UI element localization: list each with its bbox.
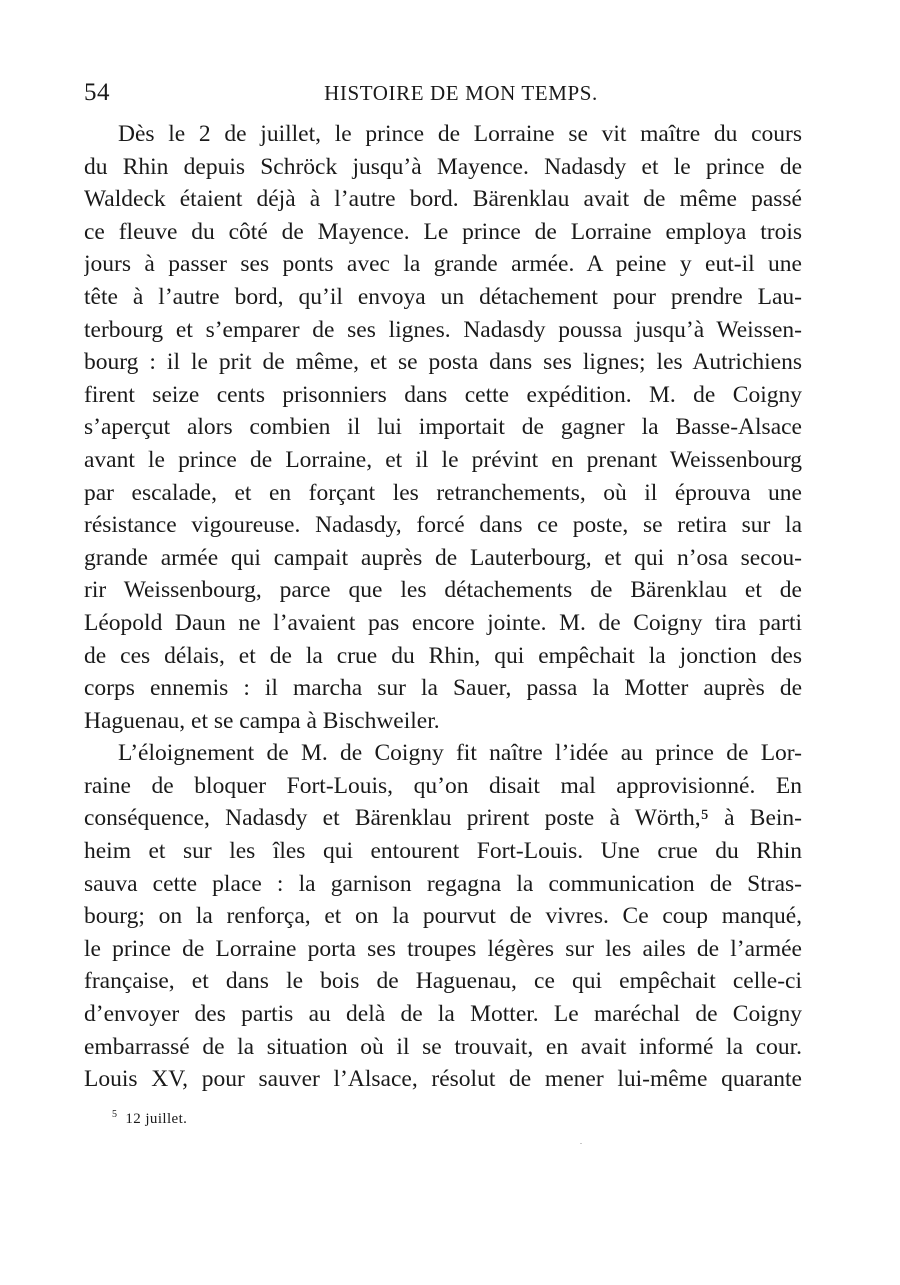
page-number: 54 [84,79,110,106]
text-line: firent seize cents prisonniers dans cette expédition. M. de Coigny [84,381,802,408]
text-line: française, et dans le bois de Haguenau, ce qui empêchait celle-ci [84,968,802,995]
text-line: Louis XV, pour sauver l’Alsace, résolut de mener lui-même quarante [84,1066,802,1093]
text-line: ce fleuve du côté de Mayence. Le prince de Lorraine employa trois [84,218,802,245]
paragraph-2 [84,737,802,1096]
text-line: rir Weissenbourg, parce que les détachements de Bärenklau et de [84,577,802,604]
running-head [84,76,802,110]
text-line: Léopold Daun ne l’avaient pas encore jointe. M. de Coigny tira parti [84,609,802,636]
text-line: L’éloignement de M. de Coigny fit naître l’idée au prince de Lor- [118,740,802,767]
footnote-text: 12 juillet. [125,1111,188,1127]
text-line: Haguenau, et se campa à Bischweiler. [84,707,440,734]
footnote-mark: 5 [112,1109,118,1120]
running-title: HISTOIRE DE MON TEMPS. [324,81,598,105]
text-line: bourg; on la renforça, et on la pourvut de vivres. Ce coup manqué, [84,903,802,930]
text-line: embarrassé de la situation où il se trouvait, en avait informé la cour. [84,1033,802,1060]
text-line: terbourg et s’emparer de ses lignes. Nadasdy poussa jusqu’à Weissen- [84,316,802,343]
footnote [112,1104,187,1130]
text-line: d’envoyer des partis au delà de la Motter. Le maréchal de Coigny [84,1001,802,1028]
text-line: Dès le 2 de juillet, le prince de Lorraine se vit maître du cours [118,121,802,147]
text-line: Waldeck étaient déjà à l’autre bord. Bärenklau avait de même passé [84,186,802,213]
text-line: heim et sur les îles qui entourent Fort-Louis. Une crue du Rhin [84,838,802,865]
text-line: du Rhin depuis Schröck jusqu’à Mayence. Nadasdy et le prince de [84,153,802,180]
text-line: grande armée qui campait auprès de Lauterbourg, et qui n’osa secou- [84,544,802,571]
paper-speck [580,1143,582,1144]
text-line: conséquence, Nadasdy et Bärenklau prirent poste à Wörth,⁵ à Bein- [84,805,802,832]
text-line: bourg : il le prit de même, et se posta dans ses lignes; les Autrichiens [84,349,802,376]
text-line: sauva cette place : la garnison regagna la communication de Stras- [84,870,802,897]
text-line: par escalade, et en forçant les retranchements, où il éprouva une [84,479,802,506]
text-line: s’aperçut alors combien il lui importait de gagner la Basse-Alsace [84,414,802,441]
paragraph-1 [84,118,802,737]
text-line: avant le prince de Lorraine, et il le prévint en prenant Weissenbourg [84,446,802,473]
text-line: jours à passer ses ponts avec la grande armée. A peine y eut-il une [84,251,802,278]
body-text [84,118,802,1096]
text-line: résistance vigoureuse. Nadasdy, forcé dans ce poste, se retira sur la [84,512,802,539]
text-line: corps ennemis : il marcha sur la Sauer, passa la Motter auprès de [84,675,802,702]
text-line: tête à l’autre bord, qu’il envoya un détachement pour prendre Lau- [84,283,802,310]
text-line: raine de bloquer Fort-Louis, qu’on disait mal approvisionné. En [84,772,802,799]
text-line: de ces délais, et de la crue du Rhin, qui empêchait la jonction des [84,642,802,669]
text-line: le prince de Lorraine porta ses troupes légères sur les ailes de l’armée [84,935,802,962]
